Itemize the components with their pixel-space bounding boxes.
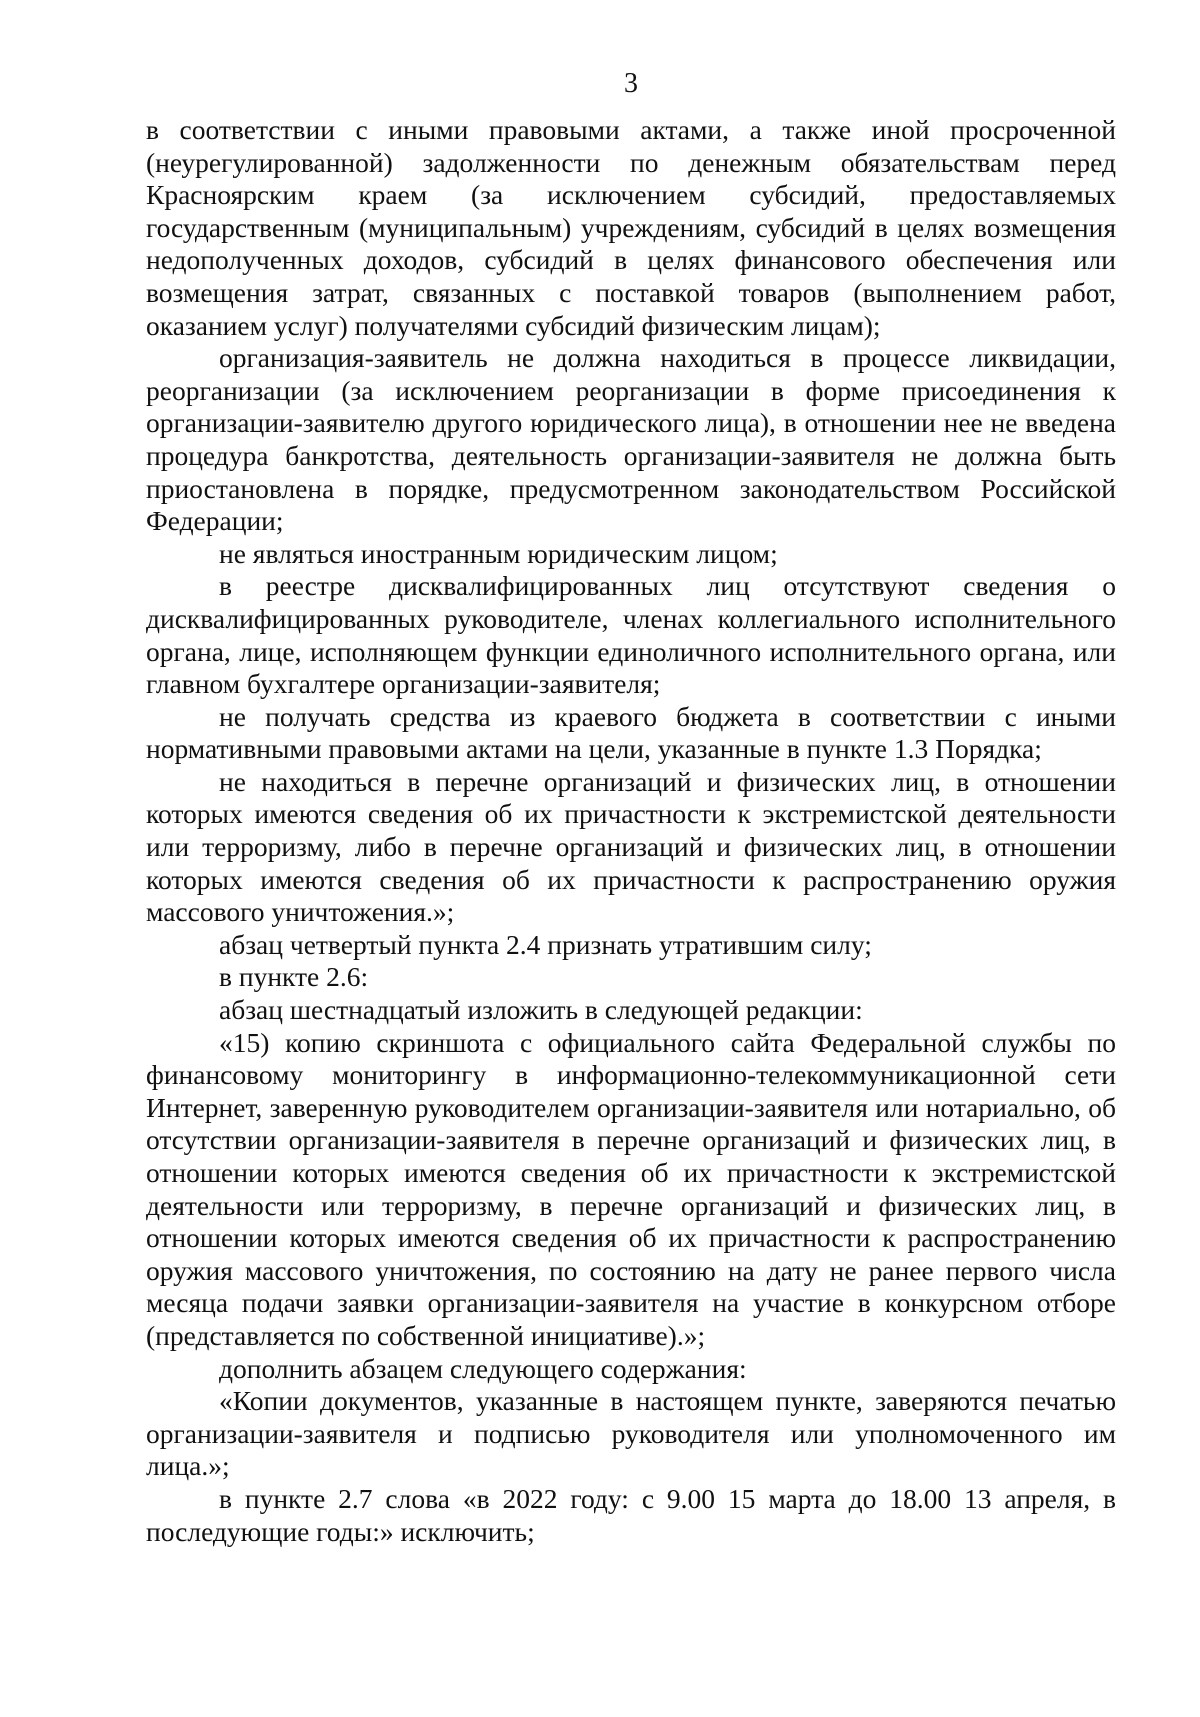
paragraph-4: в реестре дисквалифицированных лиц отсутствуют сведения о дисквалифицированных руководителе, членах коллегиального исполнительного органа, лице, исполняющем функции единоличного исполнительного органа, или главном бухгалтере организации-заявителя;: [146, 570, 1116, 700]
page-number: 3: [624, 68, 638, 99]
paragraph-1: в соответствии с иными правовыми актами, а также иной просроченной (неурегулированной) задолженности по денежным обязательствам перед Красноярским краем (за исключением субсидий, предоставляемых государственным (муниципальным) учреждениям, субсидий в целях возмещения недополученных доходов, субсидий в целях финансового обеспечения или возмещения затрат, связанных с поставкой товаров (выполнением работ, оказанием услуг) получателями субсидий физическим лицам);: [146, 114, 1116, 341]
paragraph-2: организация-заявитель не должна находиться в процессе ликвидации, реорганизации (за исключением реорганизации в форме присоединения к организации-заявителю другого юридического лица), в отношении нее не введена процедура банкротства, деятельность организации-заявителя не должна быть приостановлена в порядке, предусмотренном законодательством Российской Федерации;: [146, 342, 1116, 537]
paragraph-11: дополнить абзацем следующего содержания:: [219, 1352, 747, 1384]
paragraph-5: не получать средства из краевого бюджета в соответствии с иными нормативными правовыми актами на цели, указанные в пункте 1.3 Порядка;: [146, 700, 1116, 765]
document-body: [146, 114, 1116, 1548]
paragraph-6: не находиться в перечне организаций и физических лиц, в отношении которых имеются сведения об их причастности к экстремистской деятельности или терроризму, либо в перечне организаций и физических лиц, в отношении которых имеются сведения об их причастности к распространению оружия массового уничтожения.»;: [146, 765, 1116, 928]
paragraph-12: «Копии документов, указанные в настоящем пункте, заверяются печатью организации-заявителя и подписью руководителя или уполномоченного им лица.»;: [146, 1385, 1116, 1482]
paragraph-8: в пункте 2.6:: [219, 961, 369, 993]
paragraph-13: в пункте 2.7 слова «в 2022 году: с 9.00 15 марта до 18.00 13 апреля, в последующие годы:» исключить;: [146, 1482, 1116, 1547]
paragraph-9: абзац шестнадцатый изложить в следующей редакции:: [219, 994, 863, 1026]
paragraph-7: абзац четвертый пункта 2.4 признать утратившим силу;: [219, 928, 872, 960]
paragraph-10: «15) копию скриншота с официального сайта Федеральной службы по финансовому мониторингу в информационно-телекоммуникационной сети Интернет, заверенную руководителем организации-заявителя или нотариально, об отсутствии организации-заявителя в перечне организаций и физических лиц, в отношении которых имеются сведения об их причастности к экстремистской деятельности или терроризму, в перечне организаций и физических лиц, в отношении которых имеются сведения об их причастности к распространению оружия массового уничтожения, по состоянию на дату не ранее первого числа месяца подачи заявки организации-заявителя на участие в конкурсном отборе (представляется по собственной инициативе).»;: [146, 1026, 1116, 1351]
paragraph-3: не являться иностранным юридическим лицом;: [219, 537, 778, 569]
